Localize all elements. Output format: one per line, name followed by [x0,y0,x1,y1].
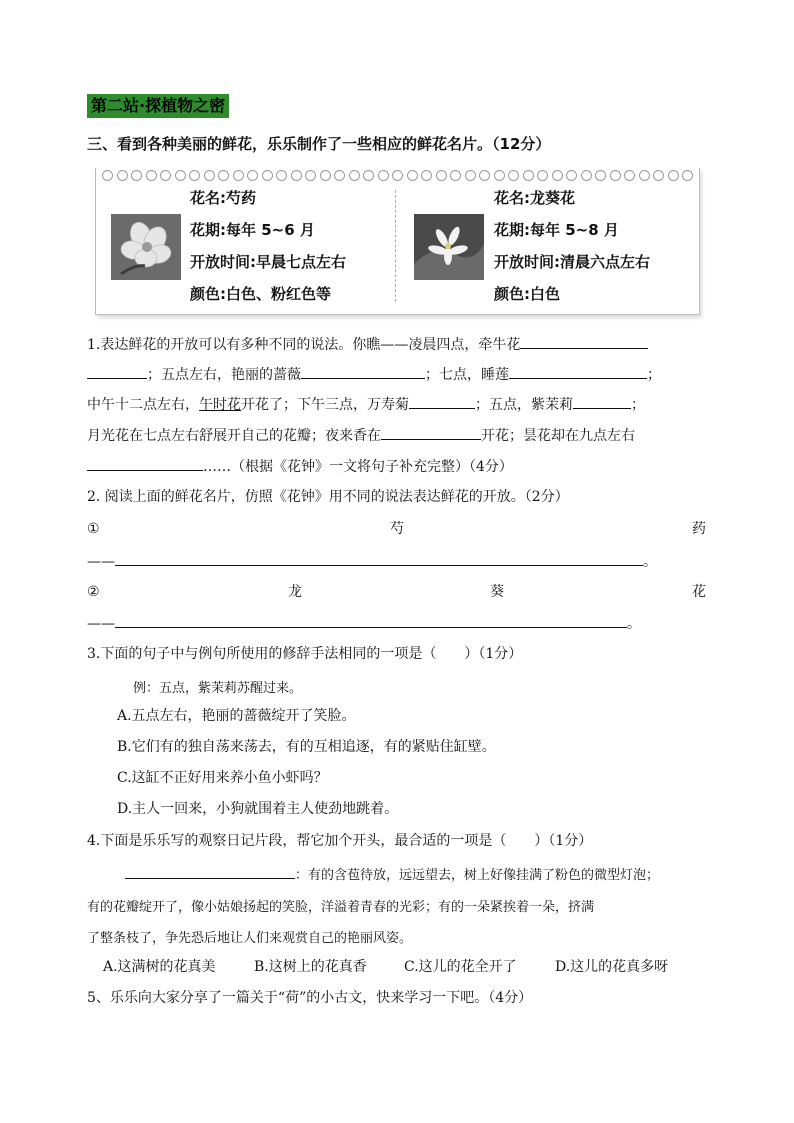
q2-period-1: 。 [643,554,657,570]
blank-diary-opening[interactable] [125,864,295,879]
section-heading: 第二站·探植物之密 [87,94,229,118]
q1-text-5: ……（根据《花钟》一文将句子补充完整）（4分） [203,459,513,475]
q2-title: 2. 阅读上面的鲜花名片，仿照《花钟》用不同的说法表达鲜花的开放。（2分） [87,489,569,505]
binding-ring [233,170,244,181]
q2-dash-2: —— [87,616,115,632]
binding-ring [291,170,302,181]
q3-option-d[interactable]: D.主人一回来，小狗就围着主人使劲地跳着。 [117,801,399,817]
binding-ring [639,170,650,181]
q1-line-4 [87,425,635,446]
answer-line-peony[interactable] [115,551,643,566]
question-three-title: 三、看到各种美丽的鲜花，乐乐制作了一些相应的鲜花名片。（12分） [87,135,551,153]
binding-ring [566,170,577,181]
q1-line-1 [87,334,648,355]
blank-four-oclock[interactable] [573,394,631,409]
nightshade-season: 花期:每年 5~8 月 [494,221,619,239]
q2-dash-1: —— [87,554,115,570]
q1-text-1: 1.表达鲜花的开放可以有多种不同的说法。你瞧——凌晨四点，牵牛花 [87,337,521,353]
blank-morning-glory-cont[interactable] [87,364,147,379]
q1-text-2b: ；七点，睡莲 [425,367,509,383]
q1-line-3 [87,394,645,415]
binding-ring [610,170,621,181]
binding-ring [378,170,389,181]
binding-ring [349,170,360,181]
q1-text-3d: ； [631,397,645,413]
q3-option-b[interactable]: B.它们有的独自荡来荡去，有的互相追逐，有的紧贴住缸壁。 [117,739,496,755]
q2-item-1-char-2: 药 [692,521,706,537]
binding-ring [160,170,171,181]
nightshade-name: 花名:龙葵花 [494,189,575,207]
binding-ring [436,170,447,181]
card-divider [395,190,396,302]
answer-line-nightshade[interactable] [115,613,627,628]
binding-ring [508,170,519,181]
q4-option-c[interactable]: C.这儿的花全开了 [404,959,517,975]
q2-item-2-char-3: 花 [692,584,706,600]
binding-ring [581,170,592,181]
binding-ring [523,170,534,181]
q1-text-3a: 中午十二点左右， [87,397,199,413]
q1-text-3c: ；五点，紫茉莉 [475,397,573,413]
blank-marigold[interactable] [409,394,475,409]
q1-text-4b: 开花；昙花却在九点左右 [481,428,635,444]
q2-item-2-answer-row [87,613,641,634]
blank-rose[interactable] [301,364,425,379]
nightshade-photo [414,214,484,280]
q4-option-d[interactable]: D.这儿的花真多呀 [555,959,669,975]
binding-ring [407,170,418,181]
q2-item-2-marker: ② [87,584,100,600]
binding-ring [450,170,461,181]
binding-ring [218,170,229,181]
q3-title: 3.下面的句子中与例句所使用的修辞手法相同的一项是（ ）（1分） [87,646,523,662]
binding-ring [479,170,490,181]
nightshade-open-time: 开放时间:清晨六点左右 [494,253,650,271]
q1-line-5 [87,456,513,477]
binding-ring [653,170,664,181]
binding-ring [363,170,374,181]
binding-ring [552,170,563,181]
binding-ring [102,170,113,181]
peony-name: 花名:芍药 [190,189,256,207]
binding-ring [175,170,186,181]
binding-ring [624,170,635,181]
binding-ring [262,170,273,181]
q1-text-4a: 月光花在七点左右舒展开自己的花瓣；夜来香在 [87,428,381,444]
binding-ring [189,170,200,181]
blank-water-lily[interactable] [509,364,647,379]
peony-color: 颜色:白色、粉红色等 [190,285,331,303]
q1-text-2c: ； [647,367,661,383]
binding-ring [392,170,403,181]
q2-item-1-char-1: 芍 [390,521,404,537]
q2-item-2-char-2: 葵 [490,584,504,600]
blank-tuberose[interactable] [381,425,481,440]
q4-title: 4.下面是乐乐写的观察日记片段，帮它加个开头，最合适的一项是（ ）（1分） [87,833,593,849]
q4-option-b[interactable]: B.这树上的花真香 [254,959,367,975]
q2-period-2: 。 [627,616,641,632]
binding-ring [117,170,128,181]
binding-ring [494,170,505,181]
binding-ring [305,170,316,181]
q4-diary-line-3: 了整条枝了，争先恐后地让人们来观赏自己的艳丽风姿。 [87,931,413,946]
peony-season: 花期:每年 5~6 月 [190,221,315,239]
spiral-binding [96,168,699,182]
q3-option-c[interactable]: C.这缸不正好用来养小鱼小虾吗？ [117,770,328,786]
q2-item-2-char-1: 龙 [288,584,302,600]
binding-ring [146,170,157,181]
blank-morning-glory[interactable] [520,334,648,349]
peony-photo [111,214,181,280]
peony-info [190,182,346,310]
nightshade-color: 颜色:白色 [494,285,560,303]
binding-ring [320,170,331,181]
binding-ring [682,170,693,181]
binding-ring [537,170,548,181]
binding-ring [247,170,258,181]
q3-example: 例：五点，紫茉莉苏醒过来。 [133,681,303,696]
binding-ring [131,170,142,181]
q3-option-a[interactable]: A.五点左右，艳丽的蔷薇绽开了笑脸。 [117,708,356,724]
binding-ring [595,170,606,181]
q1-underlined-word: 午时花 [199,397,241,413]
q4-diary-text-1: ：有的含苞待放，远远望去，树上好像挂满了粉色的微型灯泡； [295,868,660,883]
q4-diary-line-1 [87,864,659,883]
binding-ring [668,170,679,181]
q1-line-2 [87,364,661,385]
q2-item-1-marker: ① [87,521,100,537]
q4-diary-line-2: 有的花瓣绽开了，像小姑娘扬起的笑脸，洋溢着青春的光彩；有的一朵紧挨着一朵，挤满 [87,900,595,915]
q4-option-a[interactable]: A.这满树的花真美 [103,959,216,975]
binding-ring [421,170,432,181]
q2-item-1-answer-row [87,551,657,572]
peony-open-time: 开放时间:早晨七点左右 [190,253,346,271]
q5-title: 5、乐乐向大家分享了一篇关于“荷”的小古文，快来学习一下吧。（4分） [87,990,533,1006]
binding-ring [334,170,345,181]
binding-ring [276,170,287,181]
q1-text-3b: 开花了；下午三点，万寿菊 [241,397,409,413]
q1-text-2a: ；五点左右，艳丽的蔷薇 [147,367,301,383]
binding-ring [465,170,476,181]
binding-ring [204,170,215,181]
blank-epiphyllum[interactable] [87,456,203,471]
flower-card-panel [95,168,700,315]
nightshade-info [494,182,650,310]
